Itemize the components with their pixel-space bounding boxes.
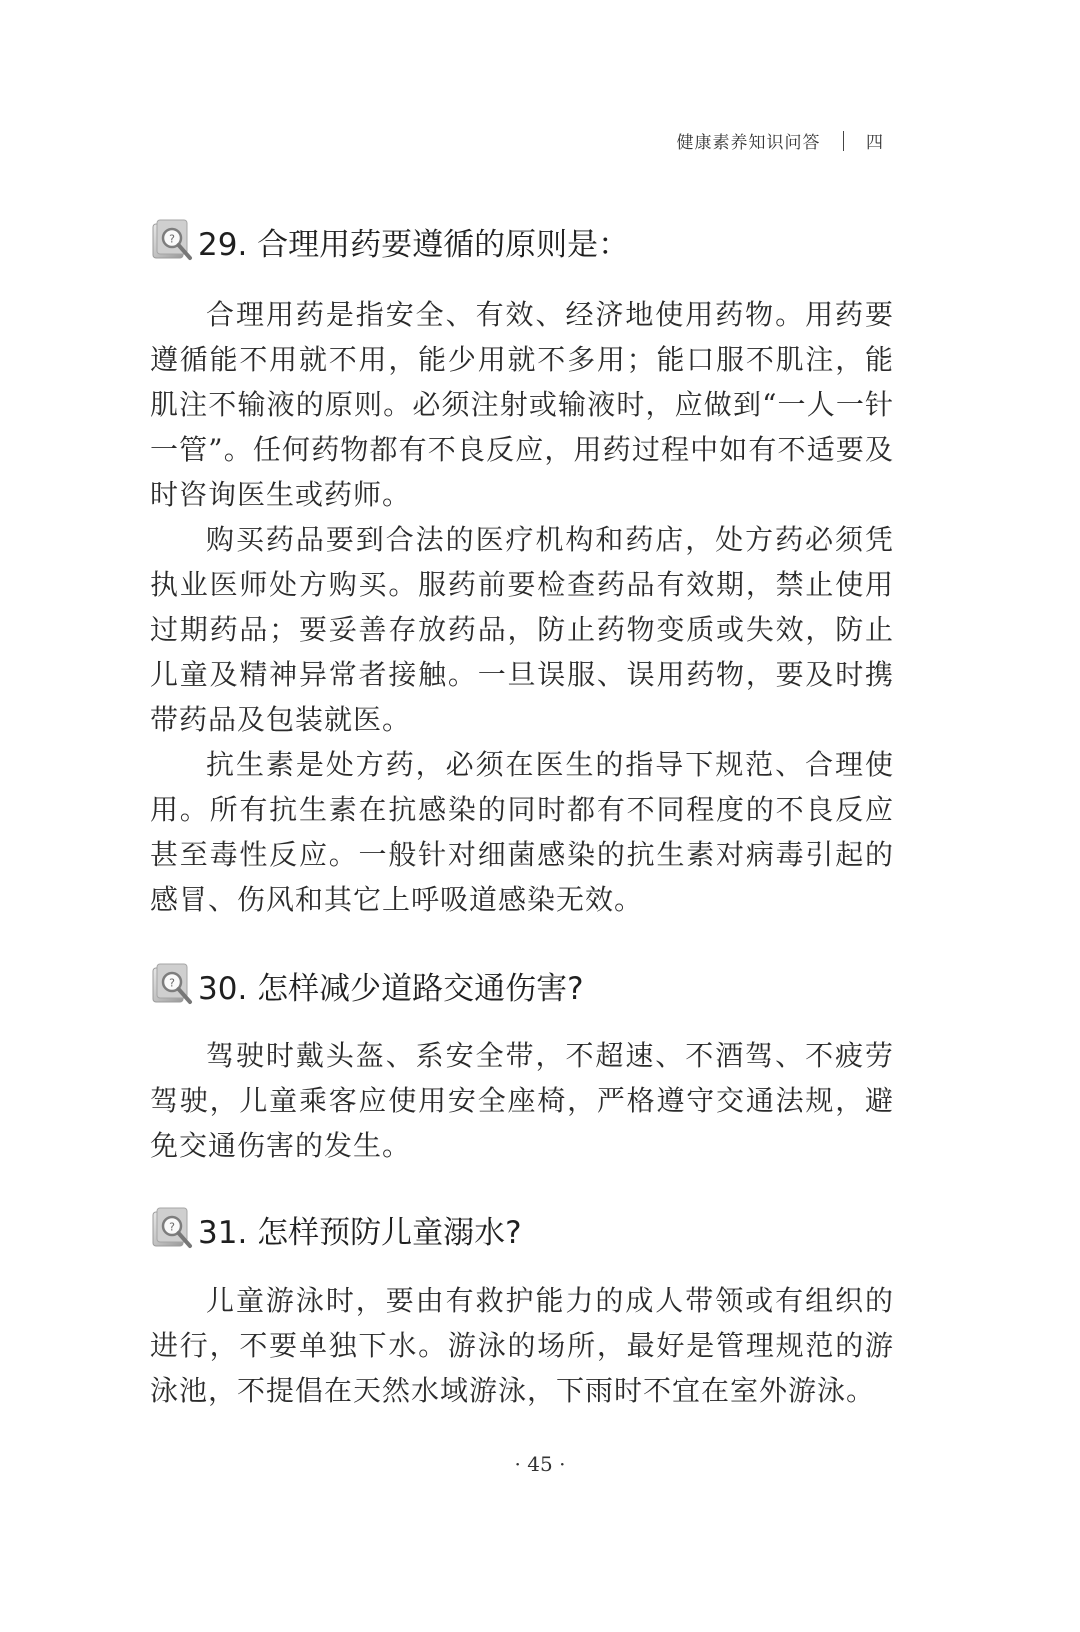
paragraph: 儿童游泳时，要由有救护能力的成人带领或有组织的进行，不要单独下水。游泳的场所，最好是管理规范的游泳池，不提倡在天然水域游泳，下雨时不宜在室外游泳。 <box>150 1284 894 1407</box>
paragraph: 购买药品要到合法的医疗机构和药店，处方药必须凭执业医师处方购买。服药前要检查药品有效期，禁止使用过期药品；要妥善存放药品，防止药物变质或失效，防止儿童及精神异常者接触。一旦误服、误用药物，要及时携带药品及包装就医。 <box>150 523 894 736</box>
question-title: 29. 合理用药要遵循的原则是： <box>198 226 630 263</box>
paragraph: 驾驶时戴头盔、系安全带，不超速、不酒驾、不疲劳驾驶，儿童乘客应使用安全座椅，严格遵守交通法规，避免交通伤害的发生。 <box>150 1039 894 1162</box>
book-title: 健康素养知识问答 <box>676 133 821 153</box>
question-title: 30. 怎样减少道路交通伤害? <box>198 970 584 1007</box>
question-title: 31. 怎样预防儿童溺水? <box>198 1214 522 1251</box>
svg-text:?: ? <box>169 976 175 990</box>
section-number: 四 <box>866 133 884 153</box>
svg-text:?: ? <box>169 1220 175 1234</box>
question-heading-29 <box>150 218 629 264</box>
question-magnifier-icon <box>150 218 196 264</box>
running-header <box>677 128 885 153</box>
header-divider <box>843 131 845 151</box>
svg-text:?: ? <box>169 232 175 246</box>
question-heading-31 <box>150 1206 522 1252</box>
question-magnifier-icon <box>150 1206 196 1252</box>
question-heading-30 <box>150 962 584 1008</box>
question-magnifier-icon <box>150 962 196 1008</box>
paragraph: 抗生素是处方药，必须在医生的指导下规范、合理使用。所有抗生素在抗感染的同时都有不同程度的不良反应甚至毒性反应。一般针对细菌感染的抗生素对病毒引起的感冒、伤风和其它上呼吸道感染无效。 <box>150 748 894 916</box>
answer-block-31 <box>150 1278 894 1413</box>
page-number: · 45 · <box>514 1452 566 1476</box>
paragraph: 合理用药是指安全、有效、经济地使用药物。用药要遵循能不用就不用，能少用就不多用；能口服不肌注，能肌注不输液的原则。必须注射或输液时，应做到“一人一针一管”。任何药物都有不良反应，用药过程中如有不适要及时咨询医生或药师。 <box>150 298 894 511</box>
answer-block-29 <box>150 292 894 922</box>
answer-block-30 <box>150 1033 894 1168</box>
